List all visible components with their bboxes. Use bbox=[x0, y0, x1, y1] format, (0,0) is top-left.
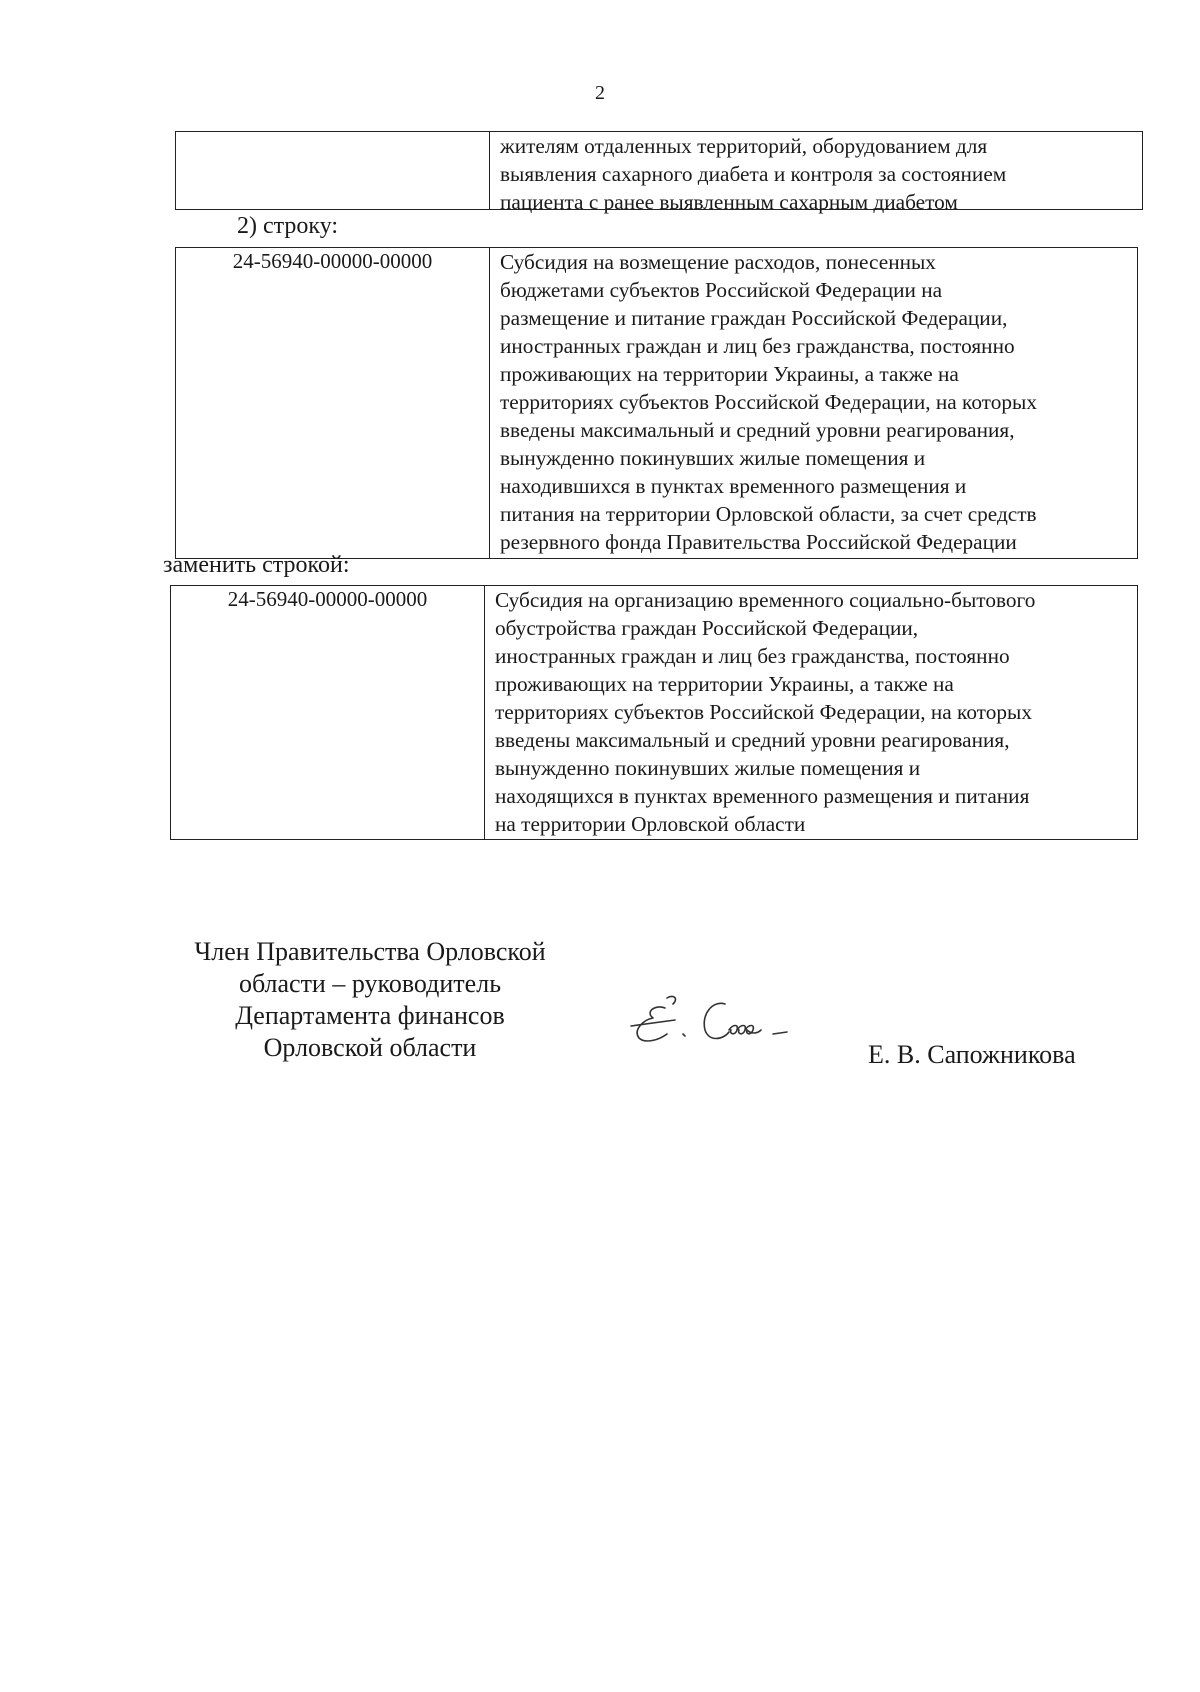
new-row-code: 24-56940-00000-00000 bbox=[171, 586, 485, 839]
new-row-description bbox=[485, 586, 1137, 839]
description-line: Субсидия на организацию временного социально-бытового bbox=[495, 588, 1036, 612]
description-line: питания на территории Орловской области, за счет средств bbox=[500, 502, 1037, 526]
page-number: 2 bbox=[595, 82, 605, 104]
description-line: обустройства граждан Российской Федерации, bbox=[495, 616, 919, 640]
old-row-description bbox=[490, 248, 1137, 558]
description-line: бюджетами субъектов Российской Федерации на bbox=[500, 278, 943, 302]
description-line: территориях субъектов Российской Федерации, на которых bbox=[495, 700, 1032, 724]
continuation-row-table bbox=[175, 131, 1143, 214]
old-row-label: 2) строку: bbox=[237, 213, 339, 239]
old-row-code: 24-56940-00000-00000 bbox=[176, 248, 490, 558]
continuation-row-code bbox=[176, 132, 490, 209]
description-line: введены максимальный и средний уровни реагирования, bbox=[495, 728, 1010, 752]
signer-title bbox=[160, 936, 580, 1064]
new-row-label: заменить строкой: bbox=[163, 552, 350, 578]
signer-title-line: Департамента финансов bbox=[235, 1001, 505, 1030]
description-line: иностранных граждан и лиц без гражданства, постоянно bbox=[495, 644, 1010, 668]
signer-name: Е. В. Сапожникова bbox=[868, 1040, 1076, 1069]
description-line: вынужденно покинувших жилые помещения и bbox=[495, 756, 921, 780]
description-line: резервного фонда Правительства Российской Федерации bbox=[500, 530, 1017, 554]
continuation-row-description bbox=[490, 132, 1142, 214]
handwritten-signature-icon bbox=[625, 990, 795, 1060]
description-line: проживающих на территории Украины, а также на bbox=[500, 362, 959, 386]
description-line: находящихся в пунктах временного размещения и питания bbox=[495, 784, 1030, 808]
description-line: введены максимальный и средний уровни реагирования, bbox=[500, 418, 1015, 442]
description-line: выявления сахарного диабета и контроля за состоянием bbox=[500, 162, 1007, 186]
new-row-table bbox=[170, 585, 1138, 840]
description-line: размещение и питание граждан Российской Федерации, bbox=[500, 306, 1008, 330]
description-line: жителям отдаленных территорий, оборудованием для bbox=[500, 134, 988, 158]
description-line: территориях субъектов Российской Федерации, на которых bbox=[500, 390, 1037, 414]
signer-title-line: Член Правительства Орловской bbox=[194, 937, 546, 966]
description-line: на территории Орловской области bbox=[495, 812, 806, 836]
description-line: Субсидия на возмещение расходов, понесенных bbox=[500, 250, 936, 274]
description-line: находившихся в пунктах временного размещения и bbox=[500, 474, 967, 498]
old-row-table bbox=[175, 247, 1138, 559]
signer-title-line: области – руководитель bbox=[238, 969, 502, 998]
description-line: иностранных граждан и лиц без гражданства, постоянно bbox=[500, 334, 1015, 358]
description-line: вынужденно покинувших жилые помещения и bbox=[500, 446, 926, 470]
description-line: пациента с ранее выявленным сахарным диабетом bbox=[500, 190, 958, 214]
signer-title-line: Орловской области bbox=[263, 1033, 477, 1062]
description-line: проживающих на территории Украины, а также на bbox=[495, 672, 954, 696]
